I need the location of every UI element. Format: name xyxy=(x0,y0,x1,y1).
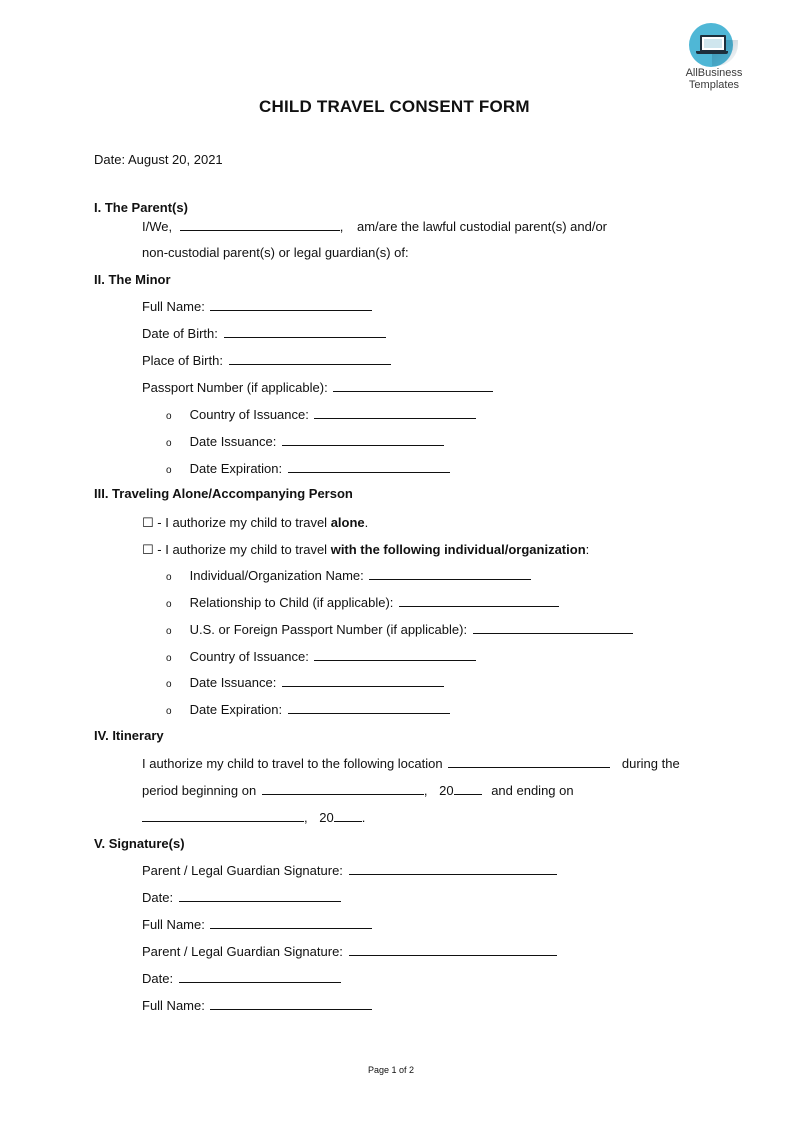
travel-with-text: - I authorize my child to travel xyxy=(157,542,328,557)
minor-full-name-label: Full Name: xyxy=(142,299,205,314)
companion-name-label: Individual/Organization Name: xyxy=(189,568,364,583)
laptop-icon xyxy=(700,35,726,52)
companion-date-expiration-row xyxy=(166,701,450,720)
signature-2-name-label: Full Name: xyxy=(142,998,205,1013)
page-footer: Page 1 of 2 xyxy=(368,1065,415,1075)
itinerary-location-field[interactable] xyxy=(448,755,610,768)
logo-text-line1: AllBusiness xyxy=(685,67,743,79)
itinerary-line-2-prefix: period beginning on xyxy=(142,783,257,798)
signature-1-name-field[interactable] xyxy=(210,916,372,929)
parents-line-1-prefix: I/We, xyxy=(142,219,173,234)
companion-passport-row xyxy=(166,621,633,640)
parent-name-field[interactable] xyxy=(180,218,340,231)
signature-2-label: Parent / Legal Guardian Signature: xyxy=(142,944,343,959)
itinerary-line-1 xyxy=(142,755,680,772)
itinerary-end-year-prefix: 20 xyxy=(319,810,334,825)
bullet-icon: o xyxy=(166,572,172,583)
minor-dob-field[interactable] xyxy=(224,325,386,338)
itinerary-end-year-field[interactable] xyxy=(334,809,362,822)
itinerary-start-year-field[interactable] xyxy=(454,782,482,795)
minor-pob-field[interactable] xyxy=(229,352,391,365)
minor-date-expiration-row xyxy=(166,460,450,479)
signature-1-label: Parent / Legal Guardian Signature: xyxy=(142,863,343,878)
travel-alone-option xyxy=(142,515,368,531)
companion-date-expiration-label: Date Expiration: xyxy=(189,702,283,717)
travel-with-bold: with the following individual/organization xyxy=(330,542,586,557)
signature-1-name-label: Full Name: xyxy=(142,917,205,932)
bullet-icon: o xyxy=(166,679,172,690)
companion-date-expiration-field[interactable] xyxy=(288,701,450,714)
companion-date-issuance-field[interactable] xyxy=(282,674,444,687)
bullet-icon: o xyxy=(166,438,172,449)
minor-country-label: Country of Issuance: xyxy=(189,407,309,422)
parents-line-1-suffix: am/are the lawful custodial parent(s) and/or xyxy=(356,219,607,234)
companion-passport-field[interactable] xyxy=(473,621,633,634)
minor-dob-row xyxy=(142,325,386,342)
minor-date-issuance-label: Date Issuance: xyxy=(189,434,277,449)
logo-text-line2: Templates xyxy=(688,79,740,91)
companion-date-issuance-row xyxy=(166,674,444,693)
signature-1-name-row xyxy=(142,916,372,933)
signature-1-date-field[interactable] xyxy=(179,889,341,902)
minor-date-issuance-row xyxy=(166,433,444,452)
itinerary-end-date-field[interactable] xyxy=(142,809,304,822)
companion-country-row xyxy=(166,648,476,667)
bullet-icon: o xyxy=(166,706,172,717)
minor-country-row xyxy=(166,406,476,425)
signature-2-field[interactable] xyxy=(349,943,557,956)
itinerary-start-date-field[interactable] xyxy=(262,782,424,795)
travel-alone-bold: alone xyxy=(330,515,365,530)
companion-name-field[interactable] xyxy=(369,567,531,580)
companion-relationship-label: Relationship to Child (if applicable): xyxy=(189,595,394,610)
minor-passport-field[interactable] xyxy=(333,379,493,392)
signature-2-name-field[interactable] xyxy=(210,997,372,1010)
minor-dob-label: Date of Birth: xyxy=(142,326,218,341)
signature-2-row xyxy=(142,943,557,960)
itinerary-start-year-prefix: 20 xyxy=(439,783,454,798)
minor-full-name-row xyxy=(142,298,372,315)
bullet-icon: o xyxy=(166,465,172,476)
signature-1-field[interactable] xyxy=(349,862,557,875)
signature-2-date-row xyxy=(142,970,341,987)
minor-country-field[interactable] xyxy=(314,406,476,419)
signature-1-date-label: Date: xyxy=(142,890,174,905)
itinerary-line-1-suffix: during the xyxy=(621,756,680,771)
itinerary-end: . xyxy=(361,810,366,825)
companion-country-label: Country of Issuance: xyxy=(189,649,309,664)
itinerary-line-2-suffix: and ending on xyxy=(491,783,574,798)
signature-2-name-row xyxy=(142,997,372,1014)
minor-date-issuance-field[interactable] xyxy=(282,433,444,446)
page-title: CHILD TRAVEL CONSENT FORM xyxy=(259,97,530,116)
companion-passport-label: U.S. or Foreign Passport Number (if applicable): xyxy=(189,622,468,637)
travel-with-checkbox[interactable]: ☐ xyxy=(142,542,154,557)
companion-name-row xyxy=(166,567,531,586)
minor-date-expiration-label: Date Expiration: xyxy=(189,461,283,476)
minor-pob-label: Place of Birth: xyxy=(142,353,223,368)
parents-line-2: non-custodial parent(s) or legal guardian(s) of: xyxy=(142,245,409,260)
travel-alone-checkbox[interactable]: ☐ xyxy=(142,515,154,530)
bullet-icon: o xyxy=(166,653,172,664)
minor-passport-row xyxy=(142,379,493,396)
section-signatures-heading: V. Signature(s) xyxy=(94,836,185,851)
signature-2-date-label: Date: xyxy=(142,971,174,986)
companion-date-issuance-label: Date Issuance: xyxy=(189,675,277,690)
companion-relationship-row xyxy=(166,594,559,613)
travel-alone-end: . xyxy=(364,515,369,530)
signature-1-row xyxy=(142,862,557,879)
companion-relationship-field[interactable] xyxy=(399,594,559,607)
travel-with-option xyxy=(142,542,589,558)
section-travel-heading: III. Traveling Alone/Accompanying Person xyxy=(94,486,353,501)
signature-1-date-row xyxy=(142,889,341,906)
document-date: Date: August 20, 2021 xyxy=(94,152,223,167)
companion-country-field[interactable] xyxy=(314,648,476,661)
laptop-base xyxy=(696,51,728,54)
minor-pob-row xyxy=(142,352,391,369)
parents-line-1: I/We, , am/are the lawful custodial parent(s) and/or xyxy=(142,219,607,234)
minor-passport-label: Passport Number (if applicable): xyxy=(142,380,328,395)
travel-with-end: : xyxy=(585,542,590,557)
bullet-icon: o xyxy=(166,626,172,637)
bullet-icon: o xyxy=(166,599,172,610)
section-parents-heading: I. The Parent(s) xyxy=(94,200,188,215)
itinerary-line-1-prefix: I authorize my child to travel to the following location xyxy=(142,756,443,771)
minor-full-name-field[interactable] xyxy=(210,298,372,311)
logo-text xyxy=(680,67,748,91)
section-itinerary-heading: IV. Itinerary xyxy=(94,728,164,743)
travel-alone-text: - I authorize my child to travel xyxy=(157,515,328,530)
signature-2-date-field[interactable] xyxy=(179,970,341,983)
bullet-icon: o xyxy=(166,411,172,422)
section-minor-heading: II. The Minor xyxy=(94,272,171,287)
itinerary-line-3: , 20 . xyxy=(142,809,365,826)
itinerary-line-2: period beginning on , 20 and ending on xyxy=(142,783,574,798)
minor-date-expiration-field[interactable] xyxy=(288,460,450,473)
